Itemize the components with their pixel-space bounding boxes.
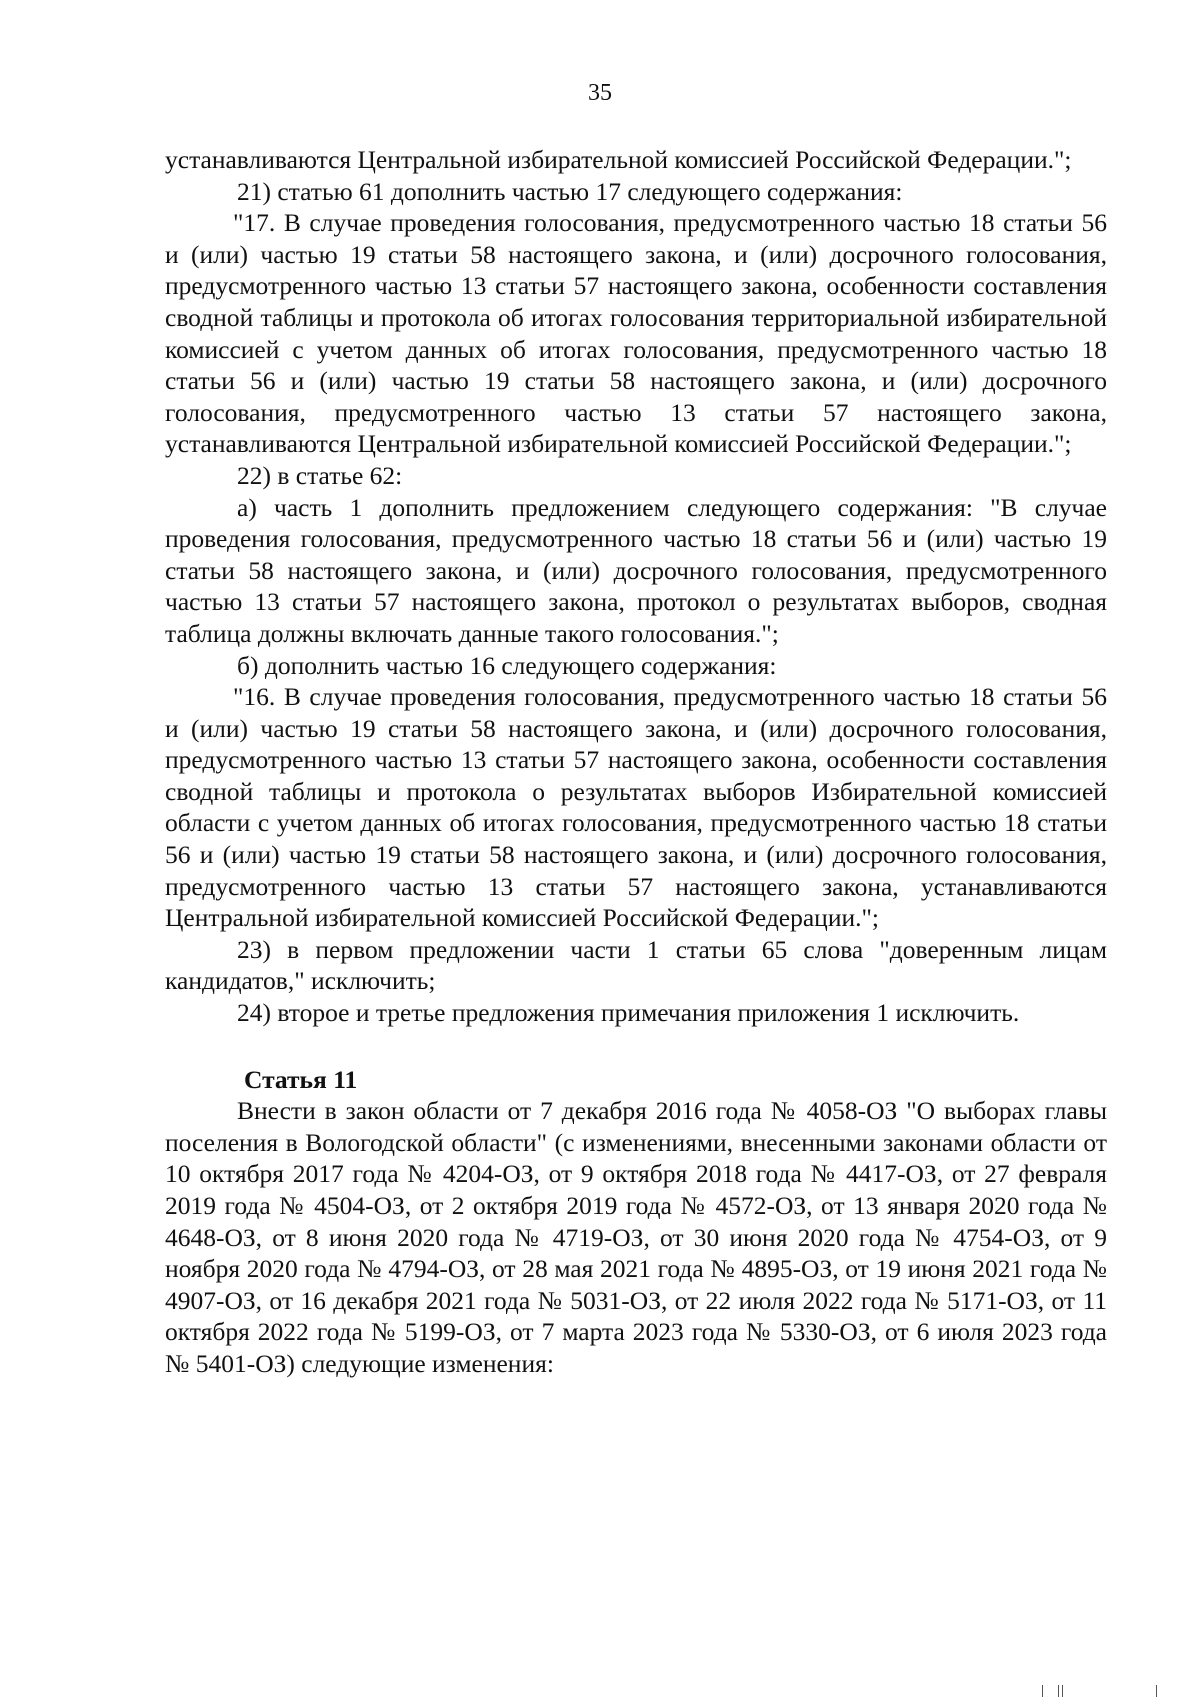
article-body: Внести в закон области от 7 декабря 2016 года № 4058-ОЗ "О выборах главы поселения в Вологодской области" (с изменениями, внесенными законами области от 10 октября 2017 года № 4204-ОЗ, от 9 октября 2018 года № 4417-ОЗ, от 27 февраля 2019 года № 4504-ОЗ, от 2 октября 2019 года № 4572-ОЗ, от 13 января 2020 года № 4648-ОЗ, от 8 июня 2020 года № 4719-ОЗ, от 30 июня 2020 года № 4754-ОЗ, от 9 ноября 2020 года № 4794-ОЗ, от 28 мая 2021 года № 4895-ОЗ, от 19 июня 2021 года № 4907-ОЗ, от 16 декабря 2021 года № 5031-ОЗ, от 22 июля 2022 года № 5171-ОЗ, от 11 октября 2022 года № 5199-ОЗ, от 7 марта 2023 года № 5330-ОЗ, от 6 июля 2023 года № 5401-ОЗ) следующие изменения: [165, 1096, 1107, 1378]
article-heading: Статья 11 [244, 1064, 358, 1094]
paragraph-item-21: 21) статью 61 дополнить частью 17 следующего содержания: [237, 176, 903, 206]
paragraph-subitem-b: б) дополнить частью 16 следующего содержания: [237, 650, 777, 680]
paragraph-subitem-a: а) часть 1 дополнить предложением следующего содержания: "В случае проведения голосования, предусмотренного частью 18 статьи 56 и (или) частью 19 статьи 58 настоящего закона, и (или) досрочного голосования, предусмотренного частью 13 статьи 57 настоящего закона, протокол о результатах выборов, сводная таблица должны включать данные такого голосования."; [165, 492, 1107, 648]
paragraph-item-22: 22) в статье 62: [237, 460, 403, 490]
paragraph-item-23: 23) в первом предложении части 1 статьи 65 слова "доверенным лицам кандидатов," исключить; [165, 934, 1107, 996]
paragraph-quote-part-17: "17. В случае проведения голосования, предусмотренного частью 18 статьи 56 и (или) частью 19 статьи 58 настоящего закона, и (или) досрочного голосования, предусмотренного частью 13 статьи 57 настоящего закона, особенности составления сводной таблицы и протокола об итогах голосования территориальной избирательной комиссией с учетом данных об итогах голосования, предусмотренного частью 18 статьи 56 и (или) частью 19 статьи 58 настоящего закона, и (или) досрочного голосования, предусмотренного частью 13 статьи 57 настоящего закона, устанавливаются Центральной избирательной комиссией Российской Федерации."; [165, 208, 1107, 459]
paragraph-item-24: 24) второе и третье предложения примечания приложения 1 исключить. [237, 998, 1020, 1028]
scan-edge-marks [1036, 1683, 1176, 1697]
page-number: 35 [588, 80, 612, 106]
paragraph-continuation: устанавливаются Центральной избирательной комиссией Российской Федерации."; [165, 145, 1072, 174]
document-body [165, 144, 1107, 1380]
paragraph-quote-part-16: "16. В случае проведения голосования, предусмотренного частью 18 статьи 56 и (или) частью 19 статьи 58 настоящего закона, и (или) досрочного голосования, предусмотренного частью 13 статьи 57 настоящего закона, особенности составления сводной таблицы и протокола о результатах выборов Избирательной комиссией области с учетом данных об итогах голосования, предусмотренного частью 18 статьи 56 и (или) частью 19 статьи 58 настоящего закона, и (или) досрочного голосования, предусмотренного частью 13 статьи 57 настоящего закона, устанавливаются Центральной избирательной комиссией Российской Федерации."; [165, 682, 1107, 933]
